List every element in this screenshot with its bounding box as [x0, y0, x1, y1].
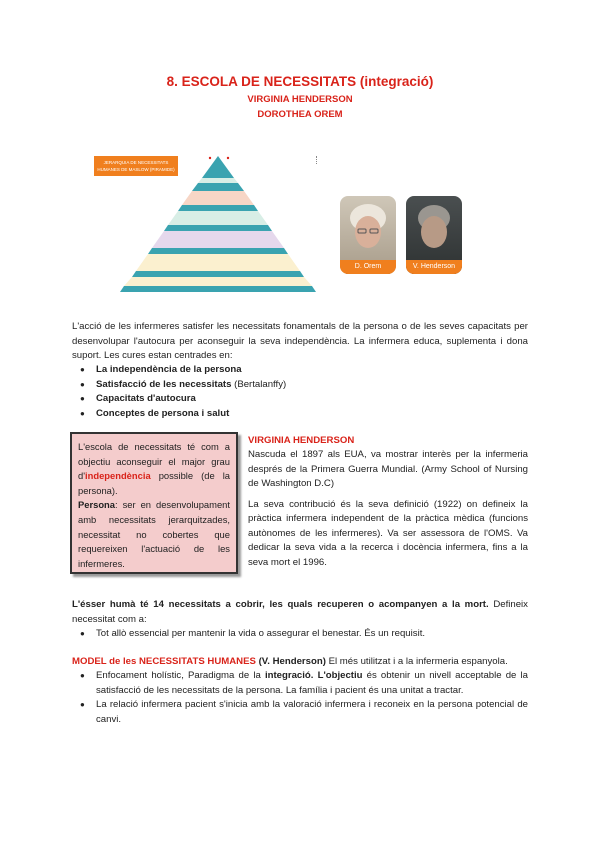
- list-item-text: és obtenir un nivell acceptable de la satisfacció de les necessitats de la persona. La família i pacient és una unitat a tractar.: [96, 670, 528, 696]
- model-heading-line: [72, 655, 528, 670]
- figure-marker: [316, 156, 318, 164]
- needs-paragraph: [72, 598, 528, 627]
- model-bullet-list: [72, 669, 528, 727]
- pyramid-level-2: [182, 191, 254, 205]
- model-author: (V. Henderson): [255, 656, 326, 667]
- pyramid-band-3: [164, 225, 272, 231]
- model-text: El més utilitzat i a la infermeria espanyola.: [325, 656, 508, 667]
- callout-text-part: possible (de la persona).: [78, 470, 230, 496]
- list-item: [72, 392, 528, 407]
- photo-label-orem: D. Orem: [340, 260, 396, 274]
- pyramid-banner-line2: HUMANES DE MASLOW (PIRAMIDE): [97, 167, 175, 172]
- henderson-paragraph-2: La seva contribució és la seva definició (1922) on defineix la pràctica infermera independent de la pràctica mèdica (funcions autònomes de les infermeres). Va ser assessora de l'OMS. Va dedicar la seva vida a la recerca i docència infermera, fins a la seva mort el 1996.: [248, 498, 528, 568]
- callout-text-part: L'escola de necessitats té com a objectiu aconseguir el major grau d': [78, 441, 230, 482]
- photo-orem: [340, 196, 396, 274]
- callout-persona-label: Persona: [78, 499, 115, 511]
- intro-paragraph: L'acció de les infermeres satisfer les necessitats fonamentals de la persona o de les seves capacitats per desenvolupar l'autocura per aconseguir la seva independència. La infermera educa, suplementa i dona suport. Les cures estan centrades en:: [72, 321, 528, 361]
- pyramid-banner-line1: JERARQUIA DE NECESSITATS: [103, 160, 169, 165]
- pyramid-base-band: [120, 286, 316, 292]
- photo-label-henderson: V. Henderson: [406, 260, 462, 274]
- pyramid-band-5: [132, 271, 304, 277]
- list-item: ● Tot allò essencial per mantenir la vida o assegurar el benestar. És un requisit.: [72, 627, 528, 642]
- list-item-bold: L'objectiu: [317, 670, 363, 681]
- pyramid-level-6: [124, 277, 312, 286]
- callout-text: [78, 440, 230, 571]
- list-item-bold: Conceptes de persona i salut: [96, 407, 230, 419]
- pyramid-level-apex: [202, 156, 234, 178]
- list-item-text: Enfocament holístic, Paradigma de la: [96, 670, 265, 681]
- pyramid-marker-dot: [209, 157, 211, 159]
- subtitle-orem: DOROTHEA OREM: [257, 109, 343, 120]
- subtitle-henderson: VIRGINIA HENDERSON: [247, 94, 353, 105]
- list-item: [72, 363, 528, 378]
- maslow-pyramid-diagram: [118, 150, 318, 292]
- pyramid-marker-dot: [227, 157, 229, 159]
- henderson-heading: VIRGINIA HENDERSON: [248, 435, 355, 446]
- pyramid-level-4: [152, 231, 284, 248]
- pyramid-band-2: [178, 205, 258, 211]
- pyramid-band-1: [192, 183, 244, 191]
- page-title: 8. ESCOLA DE NECESSITATS (integració): [166, 74, 434, 89]
- list-item: [72, 378, 528, 393]
- callout-persona-text: : ser en desenvolupament amb necessitats jerarquitzades, necessitat no cobertes que requereixen l'actuació de les infermeres.: [78, 499, 230, 569]
- callout-highlight: independència: [85, 470, 151, 482]
- pyramid-level-3: [168, 211, 268, 225]
- needs-bold-text: L'ésser humà té 14 necessitats a cobrir, les quals recuperen o acompanyen a la mort.: [72, 599, 489, 610]
- needs-text: Defineix necessitat com a:: [72, 599, 528, 625]
- list-item-bold: integració.: [264, 670, 314, 681]
- model-heading: MODEL de les NECESSITATS HUMANES: [72, 656, 256, 667]
- henderson-paragraph-1: Nascuda el 1897 als EUA, va mostrar interès per la infermeria després de la Primera Guerra Mundial. (Army School of Nursing de Washington D.C): [248, 449, 528, 489]
- list-item: [72, 669, 528, 698]
- pyramid-level-1: [198, 178, 238, 183]
- list-item-text: (Bertalanffy): [231, 378, 287, 390]
- henderson-section: [248, 434, 528, 570]
- list-item: ● La relació infermera pacient s'inicia amb la valoració infermera i reconeix en la persona potencial de canvi.: [72, 698, 528, 727]
- pyramid-band-4: [148, 248, 288, 254]
- list-item-bold: Satisfacció de les necessitats: [96, 378, 232, 390]
- summary-callout-box: [70, 432, 238, 574]
- list-item: [72, 407, 528, 422]
- pyramid-level-5: [136, 254, 300, 271]
- needs-bullet-list: [72, 627, 528, 642]
- list-item-bold: La independència de la persona: [96, 364, 242, 375]
- intro-bullet-list: [72, 363, 528, 421]
- photo-henderson: [406, 196, 462, 274]
- list-item-bold: Capacitats d'autocura: [96, 393, 196, 404]
